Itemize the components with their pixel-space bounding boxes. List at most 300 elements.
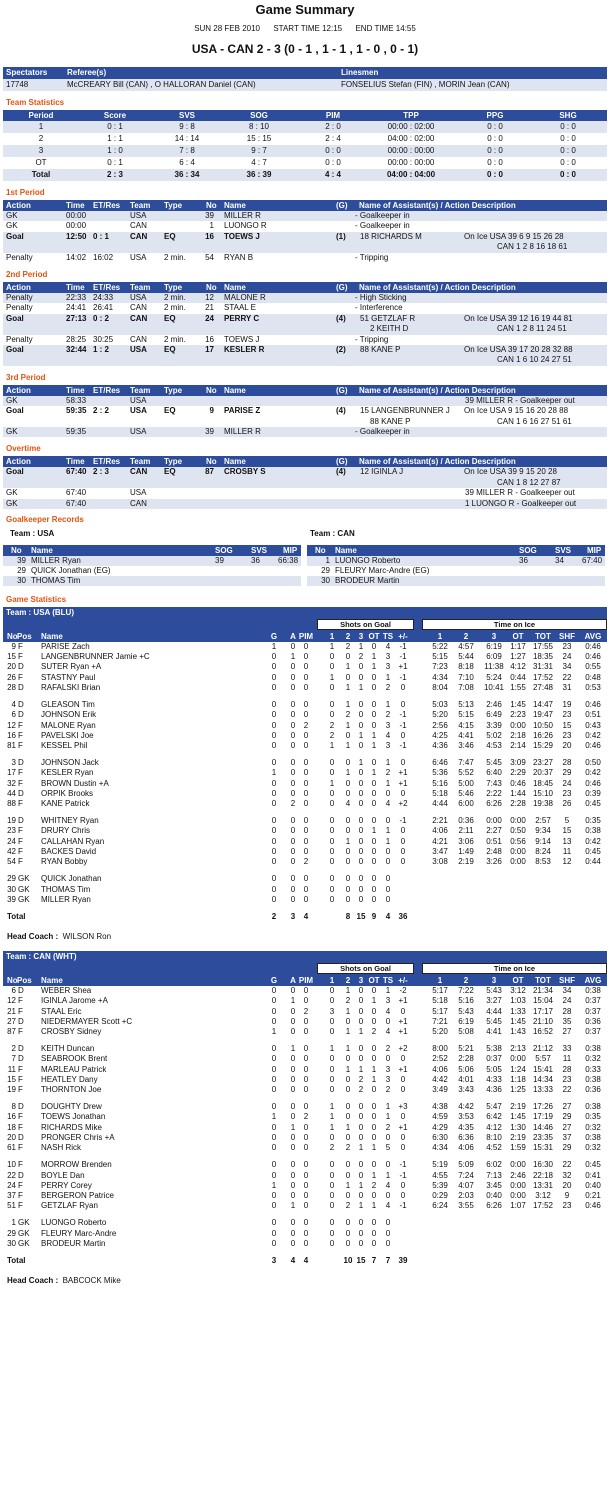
team-stats-table [3,110,607,181]
player-cell: 0 [345,816,351,826]
player-cell: 2 [358,652,364,662]
referees-label: Referee(s) [67,68,107,77]
player-cell: 0 [345,1085,351,1095]
player-cell: 1 [271,641,277,651]
player-cell: 0 [329,768,335,778]
event-cell: 39 [205,211,214,220]
event-cell: 24:33 [93,292,114,302]
player-cell: 7:21 [432,1016,448,1026]
player-cell: 0:38 [585,1133,601,1143]
player-cell: 0 [371,1085,377,1095]
event-cell: 67:40 [66,498,87,508]
team-label: Team : USA (BLU) [3,607,607,619]
player-cell: 15:04 [532,996,554,1006]
gk-name: MILLER Ryan [31,555,81,565]
player-cell: 1 [371,1170,377,1180]
player-cell: 20 [7,662,16,672]
player-cell: 0:42 [585,768,601,778]
player-cell: 5 [385,1143,391,1153]
player-cell: 0 [371,1218,377,1228]
player-cell: 0:46 [585,1201,601,1211]
event-cell: Goal [6,344,24,354]
player-cell: 0 [271,683,277,693]
player-cell: 61 [7,1143,16,1153]
player-cell: 0 [303,672,309,682]
player-cell: 0 [400,1006,406,1016]
player-cell: 3 [385,741,391,751]
event-desc-2: 88 KANE P [370,416,411,426]
player-cell: 1 [358,1201,364,1211]
player-cell: 0:00 [510,1191,526,1201]
player-cell: GETZLAF Ryan [41,1201,98,1211]
player-cell: 2 [345,996,351,1006]
events-col: (G) [336,457,348,467]
gk-name: BRODEUR Martin [335,575,400,585]
player-cell: 0 [329,788,335,798]
event-row [3,314,607,335]
player-cell: 5:39 [432,1180,448,1190]
team-stats-cell: 0 : 1 [107,158,123,167]
referees-value: McCREARY Bill (CAN) , O HALLORAN Daniel (CAN) [67,80,256,89]
player-cell: D [18,1133,24,1143]
player-cell: 88 [7,799,16,809]
team-stats-cell: Total [31,170,51,179]
player-cell: 2:22 [486,788,502,798]
head-coach [3,1266,607,1284]
player-cell: 9 [564,1191,570,1201]
player-cell: 6:19 [486,641,502,651]
player-cell: 0 [371,1122,377,1132]
event-row [3,303,607,313]
events-header [3,200,607,211]
player-cell: GK [18,884,30,894]
on-ice-can: CAN 1 8 12 27 87 [497,477,561,487]
gk-row [3,556,301,566]
player-cell: 0 [345,1218,351,1228]
player-cell: 0 [358,710,364,720]
event-desc: 18 RICHARDS M [360,231,422,241]
player-row [3,673,607,683]
player-cell: 0 [303,1160,309,1170]
events-col: Type [164,457,183,467]
time-on-ice-label: Time on Ice [422,963,607,974]
player-cell: MARLEAU Patrick [41,1064,107,1074]
player-cell: 0 [271,836,277,846]
player-cell: 5:06 [458,1064,474,1074]
player-cell: D [18,1044,24,1054]
events-col: Team [130,282,151,292]
on-ice-can: CAN 1 6 16 27 51 61 [497,416,572,426]
player-cell: 1 [345,985,351,995]
player-cell: 51 [7,1201,16,1211]
player-cell: 0:44 [510,672,526,682]
player-cell: 18:45 [532,778,554,788]
player-cell: 9:34 [535,826,551,836]
player-cell: 2:13 [510,1044,526,1054]
player-cell: 0 [385,874,391,884]
player-cell: SEABROOK Brent [41,1054,108,1064]
player-cell: 0 [329,985,335,995]
player-cell: 7:22 [458,985,474,995]
player-cell: 27 [562,1122,572,1132]
player-cell: 0 [303,1191,309,1201]
player-cell: 0:48 [585,672,601,682]
player-cell: PARISE Zach [41,641,90,651]
player-cell: 1 [358,730,364,740]
player-cell: 5:57 [535,1054,551,1064]
player-cell: 5:20 [432,710,448,720]
player-cell: 0 [358,847,364,857]
event-cell: USA [130,395,147,405]
team-stats-cell: 1 : 1 [107,134,123,143]
player-cell: 0 [290,816,296,826]
player-col: 2 [463,975,469,985]
player-cell: 5:16 [458,996,474,1006]
player-cell: 1 [371,1201,377,1211]
gk-col: Name [335,545,357,555]
player-cell: 1 [290,1201,296,1211]
player-cell: 0 [290,758,296,768]
game-stats-title: Game Statistics [6,594,67,604]
player-cell: 27:48 [532,683,554,693]
player-cell: 0 [400,826,406,836]
player-cell: 4:06 [458,1143,474,1153]
player-cell: 0 [358,1102,364,1112]
player-cell: 0 [345,884,351,894]
player-cell: 0:38 [585,1044,601,1054]
player-cell: F [18,641,23,651]
player-col: G [270,975,278,985]
player-cell: 0 [358,1112,364,1122]
player-cell: 6:19 [458,1016,474,1026]
player-cell: -1 [399,1201,407,1211]
player-cell: 0 [371,683,377,693]
events-col: Name of Assistant(s) / Action Description [359,457,516,467]
player-cell: 0 [358,1238,364,1248]
player-cell: 0 [303,1201,309,1211]
player-row [3,1102,607,1112]
player-cell: ORPIK Brooks [41,788,94,798]
player-cell: 0 [290,662,296,672]
event-desc: - Goalkeeper in [355,221,410,231]
events-col: No [206,201,217,210]
player-cell: 4:38 [432,1102,448,1112]
player-cell: 0 [329,799,335,809]
player-cell: 29 [562,1112,572,1122]
player-cell: QUICK Jonathan [41,874,102,884]
team-stats-title: Team Statistics [6,98,65,107]
player-cell: 1 [271,1112,277,1122]
player-cell: 1 [345,768,351,778]
player-cell: 0:36 [585,1016,601,1026]
player-cell: 10 [7,1160,16,1170]
player-cell: 1 [371,730,377,740]
player-cell: F [18,847,23,857]
player-cell: 6:09 [486,652,502,662]
player-cell: 0 [303,1064,309,1074]
player-cell: MORROW Brenden [41,1160,112,1170]
gk-no: 29 [17,565,26,575]
player-cell: 22:18 [532,1170,554,1180]
player-cell: 0 [290,778,296,788]
player-cell: 16:52 [532,1027,554,1037]
player-cell: 1 [345,836,351,846]
total-cell: 15 [356,1255,366,1265]
event-row [3,211,607,221]
player-cell: 15:41 [532,1064,554,1074]
event-cell: GK [6,426,18,436]
player-cell: IGINLA Jarome +A [41,996,108,1006]
player-cell: 1:49 [458,847,474,857]
player-cell: 0 [329,1160,335,1170]
player-cell: 0 [329,1170,335,1180]
player-cell: 3:12 [510,985,526,995]
event-cell: GK [6,211,18,220]
event-cell: TOEWS J [224,334,260,344]
player-row [3,789,607,799]
player-cell: 4:57 [458,641,474,651]
player-cell: 0:40 [486,1191,502,1201]
player-cell: 0 [400,699,406,709]
player-cell: 2:57 [535,816,551,826]
player-cell: 5:00 [458,778,474,788]
event-desc: 12 IGINLA J [360,467,404,477]
player-cell: 0 [271,1170,277,1180]
player-cell: BOYLE Dan [41,1170,85,1180]
player-cell: +3 [398,1102,408,1112]
player-cell: 1 [385,699,391,709]
player-cell: 2:03 [458,1191,474,1201]
player-cell: 0 [329,1027,335,1037]
player-cell: 1:03 [510,996,526,1006]
event-desc: - High Sticking [355,292,407,302]
player-cell: +2 [398,1044,408,1054]
player-col: 2 [345,631,351,641]
player-cell: 0 [358,857,364,867]
player-cell: D [18,1170,24,1180]
player-cell: +1 [398,778,408,788]
player-cell: 0 [371,699,377,709]
event-cell: USA [130,426,147,436]
player-cell: 0 [385,1238,391,1248]
player-cell: 0 [358,1218,364,1228]
player-cell: 16 [7,730,16,740]
player-cell: 2 [303,857,309,867]
player-cell: 34 [562,985,572,995]
shots-on-goal-label: Shots on Goal [317,963,414,974]
team-stats-cell: 04:00 : 02:00 [387,134,435,143]
event-cell: EQ [164,467,176,477]
player-cell: 1 [290,1122,296,1132]
on-ice-usa: On Ice USA 39 17 20 28 32 88 [464,344,573,354]
player-cell: 23 [562,1201,572,1211]
player-cell: 0:43 [585,720,601,730]
event-row [3,335,607,345]
player-cell: DOUGHTY Drew [41,1102,102,1112]
player-cell: 2 [371,1027,377,1037]
player-cell: 0 [385,894,391,904]
player-cell: 17:55 [532,641,554,651]
event-cell: GK [6,395,18,405]
player-cell: 0 [271,826,277,836]
player-cell: KANE Patrick [41,799,90,809]
team-stats-row [3,169,607,181]
player-cell: 0:00 [510,1180,526,1190]
player-row [3,799,607,809]
player-cell: 1 [329,1102,335,1112]
player-row [3,1123,607,1133]
event-cell: 24:41 [66,303,87,313]
player-cell: 0 [271,1160,277,1170]
player-cell: 4 [385,799,391,809]
player-cell: 0 [271,778,277,788]
player-cell: 0 [303,1027,309,1037]
player-cell: 0 [290,1228,296,1238]
player-cell: GK [18,1228,30,1238]
player-cell: 0 [400,1054,406,1064]
player-cell: 31:31 [532,662,554,672]
player-cell: 0:53 [585,683,601,693]
player-cell: F [18,672,23,682]
player-cell: 9:14 [535,836,551,846]
event-desc: 1 LUONGO R - Goalkeeper out [465,498,577,508]
gk-title: Goalkeeper Records [6,514,84,524]
player-cell: 0 [385,1228,391,1238]
event-cell: 2 min. [164,303,186,313]
player-cell: 0 [303,1016,309,1026]
player-cell: 0 [371,985,377,995]
on-ice-usa: On Ice USA 9 15 16 20 28 88 [464,406,569,416]
events-col: Team [130,457,151,467]
gk-name: LUONGO Roberto [335,555,401,565]
gk-name: QUICK Jonathan (EG) [31,565,111,575]
player-cell: 0:46 [510,778,526,788]
event-cell: USA [130,252,147,262]
player-cell: 0 [271,1064,277,1074]
player-cell: 4:12 [486,1122,502,1132]
player-cell: 0 [271,874,277,884]
player-cell: 5:17 [432,985,448,995]
player-cell: 0 [290,884,296,894]
event-cell: EQ [164,406,176,416]
player-cell: 0 [303,1085,309,1095]
total-cell: 3 [271,1255,277,1265]
total-cell: 4 [385,911,391,921]
player-cell: 16:26 [532,730,554,740]
player-cell: 0 [290,1016,296,1026]
player-cell: 1:24 [510,1064,526,1074]
player-cell: 29 [562,1143,572,1153]
player-cell: 0 [371,1112,377,1122]
player-cell: 0 [358,1170,364,1180]
events-header [3,282,607,293]
player-cell: 0 [345,672,351,682]
player-cell: 0 [303,710,309,720]
player-cell: 1 [345,699,351,709]
player-cell: 0 [371,1133,377,1143]
player-cell: BERGERON Patrice [41,1191,114,1201]
player-cell: 1 [371,996,377,1006]
player-cell: 0 [271,799,277,809]
player-row [3,847,607,857]
player-cell: 28 [7,683,16,693]
player-cell: STASTNY Paul [41,672,96,682]
player-cell: 0:38 [585,1102,601,1112]
player-cell: 3:47 [432,847,448,857]
player-cell: 1:27 [510,652,526,662]
player-cell: 1 [385,1170,391,1180]
player-cell: 0 [329,857,335,867]
player-cell: 0 [345,1228,351,1238]
officials [3,67,607,91]
events-col: Action [6,282,31,292]
player-cell: 1 [371,768,377,778]
player-cell: 2:18 [510,730,526,740]
player-col: 1 [437,631,443,641]
player-cell: 2 [345,710,351,720]
player-cell: 4:44 [432,799,448,809]
player-cell: 1 [329,641,335,651]
player-cell: 7:13 [486,1170,502,1180]
player-cell: 0 [303,741,309,751]
player-cell: 0 [271,1016,277,1026]
player-cell: 1 [371,826,377,836]
player-cell: 0 [358,1044,364,1054]
team-stats-row [3,121,607,133]
player-cell: 4:35 [458,1122,474,1132]
team-player-stats [3,607,607,940]
on-ice-usa: On Ice USA 39 6 9 15 26 28 [464,231,564,241]
player-cell: 0 [345,1112,351,1122]
player-cell: 4 [385,1180,391,1190]
player-cell: 0 [358,672,364,682]
player-cell: 1 [345,1006,351,1016]
player-cell: 0:42 [585,836,601,846]
player-cell: 7:23 [432,662,448,672]
player-cell: 4:53 [486,741,502,751]
gk-sog: 39 [215,555,224,565]
event-cell: 22:33 [66,292,87,302]
player-cell: F [18,799,23,809]
team-stats-col: SHG [559,111,577,120]
event-cell: 2 min. [164,292,186,302]
player-cell: D [18,683,24,693]
player-cell: 2:48 [486,847,502,857]
player-cell: 0 [303,836,309,846]
player-cell: 4:42 [432,1074,448,1084]
player-cell: 0 [385,1160,391,1170]
player-cell: 17:52 [532,1201,554,1211]
player-cell: 4:06 [432,826,448,836]
player-cell: D [18,816,24,826]
player-cell: 0 [329,1074,335,1084]
gk-row [307,556,605,566]
event-cell: PERRY C [224,313,260,323]
player-row [3,857,607,867]
player-cell: JOHNSON Erik [41,710,97,720]
player-cell: 0 [271,672,277,682]
team-stats-cell: 00:00 : 00:00 [387,158,435,167]
player-cell: 23 [562,641,572,651]
player-cell: 24 [562,652,572,662]
player-col: AVG [584,975,602,985]
total-cell: 2 [271,911,277,921]
player-cell: 23:35 [532,1133,554,1143]
player-cell: 5:45 [486,1016,502,1026]
player-cell: 1 [290,1044,296,1054]
player-cell: PAVELSKI Joe [41,730,94,740]
player-col: A [290,975,296,985]
